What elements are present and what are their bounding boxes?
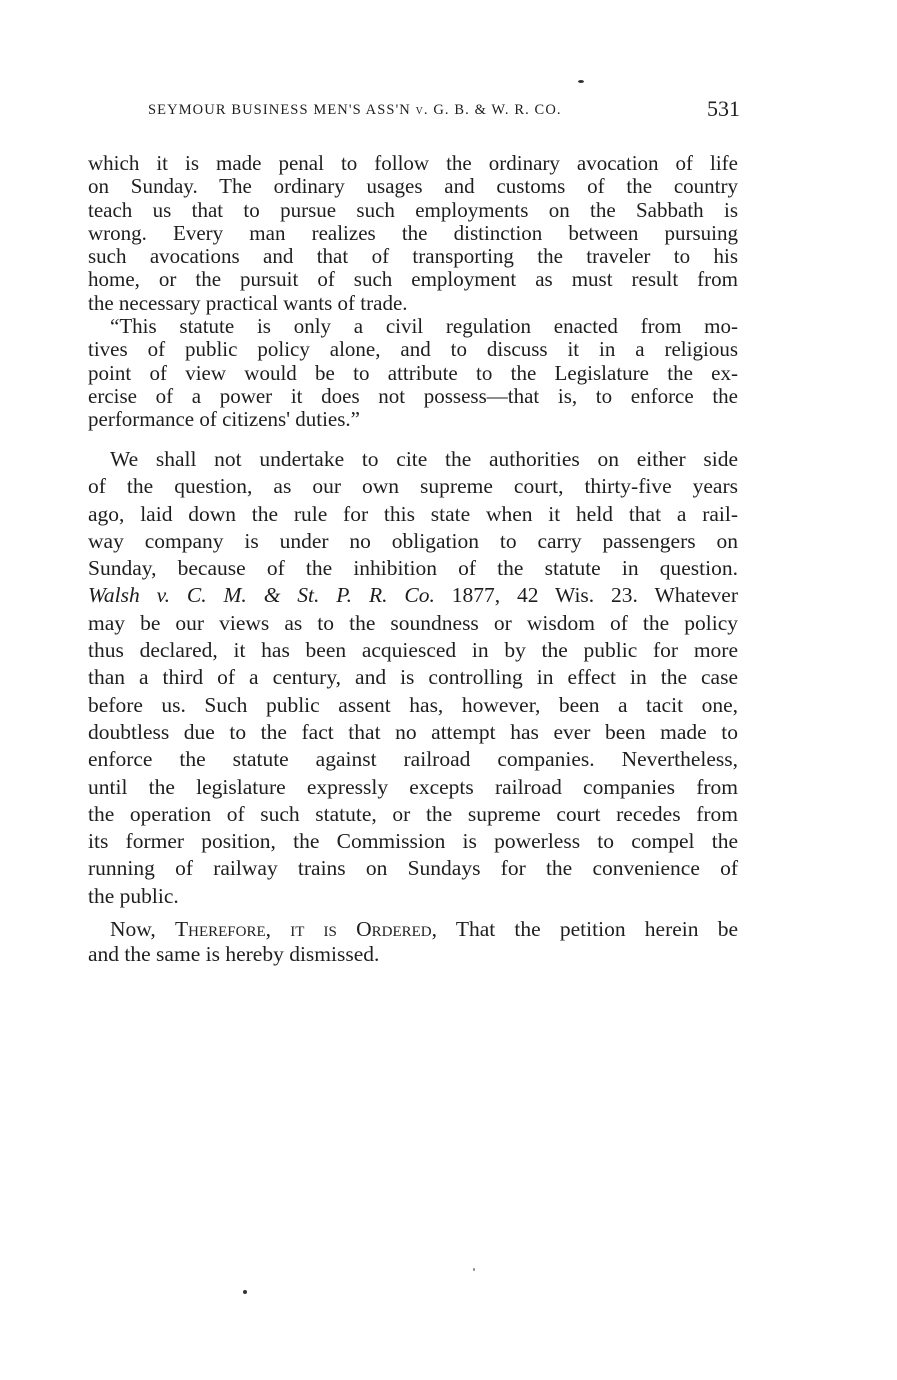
extract-line: tives of public policy alone, and to discuss it in a religious xyxy=(88,337,738,362)
paragraph-line: of the question, as our own supreme court, thirty-five years xyxy=(88,474,738,499)
order-paragraph xyxy=(88,917,738,966)
extract-line: teach us that to pursue such employments on the Sabbath is xyxy=(88,197,738,222)
extract-line: on Sunday. The ordinary usages and customs of the country xyxy=(88,174,738,199)
order-it-is: it is xyxy=(271,917,357,941)
paragraph-line: doubtless due to the fact that no attempt has ever been made to xyxy=(88,719,738,744)
paragraph-line: thus declared, it has been acquiesced in by the public for more xyxy=(88,638,738,663)
citation-remainder: 1877, 42 Wis. 23. Whatever xyxy=(434,583,738,608)
paragraph-line: enforce the statute against railroad companies. Nevertheless, xyxy=(88,747,738,772)
extract-line: performance of citizens' duties.” xyxy=(88,407,360,432)
extract-line: such avocations and that of transporting the traveler to his xyxy=(88,244,738,269)
paragraph-line: running of railway trains on Sundays for the convenience of xyxy=(88,856,738,881)
paragraph-line: ago, laid down the rule for this state when it held that a rail- xyxy=(88,501,738,526)
paragraph-line: We shall not undertake to cite the authorities on either side xyxy=(110,447,738,471)
paragraph-line: the public. xyxy=(88,883,179,908)
order-ordered: Ordered, xyxy=(356,917,438,941)
paragraph-line-citation xyxy=(88,582,738,609)
order-line xyxy=(88,917,738,942)
running-head-title: SEYMOUR BUSINESS MEN'S ASS'N v. G. B. & W. R. CO. xyxy=(148,102,562,118)
paragraph-line: way company is under no obligation to carry passengers on xyxy=(88,528,738,553)
extract-line: ercise of a power it does not possess—that is, to enforce the xyxy=(88,383,738,408)
paragraph-line: its former position, the Commission is powerless to compel the xyxy=(88,829,738,854)
extract-line: which it is made penal to follow the ordinary avocation of life xyxy=(88,151,738,175)
order-line: and the same is hereby dismissed. xyxy=(88,941,380,966)
order-therefore: Therefore, xyxy=(174,917,271,941)
extract-line: the necessary practical wants of trade. xyxy=(88,290,408,315)
order-lead: Now, xyxy=(110,917,175,941)
paragraph-line: until the legislature expressly excepts railroad companies from xyxy=(88,774,738,799)
quoted-extract xyxy=(88,152,738,432)
extract-line: wrong. Every man realizes the distinction between pursuing xyxy=(88,220,738,245)
order-rest: That the petition herein be xyxy=(437,917,738,941)
scan-speck xyxy=(578,80,584,83)
scan-speck xyxy=(243,1290,247,1294)
opinion-paragraph xyxy=(88,446,738,910)
paragraph-line: than a third of a century, and is controlling in effect in the case xyxy=(88,665,738,690)
extract-line: home, or the pursuit of such employment as must result from xyxy=(88,267,738,292)
case-citation: Walsh v. C. M. & St. P. R. Co. xyxy=(88,583,435,608)
paragraph-line: Sunday, because of the inhibition of the statute in question. xyxy=(88,556,738,581)
paragraph-line: the operation of such statute, or the supreme court recedes from xyxy=(88,801,738,826)
extract-line: “This statute is only a civil regulation enacted from mo- xyxy=(110,314,738,339)
paragraph-line: before us. Such public assent has, however, been a tacit one, xyxy=(88,692,738,717)
page-number: 531 xyxy=(707,96,740,121)
paragraph-line: may be our views as to the soundness or wisdom of the policy xyxy=(88,610,738,635)
extract-line: point of view would be to attribute to the Legislature the ex- xyxy=(88,360,738,385)
running-head xyxy=(88,96,740,126)
scan-speck xyxy=(473,1268,475,1271)
